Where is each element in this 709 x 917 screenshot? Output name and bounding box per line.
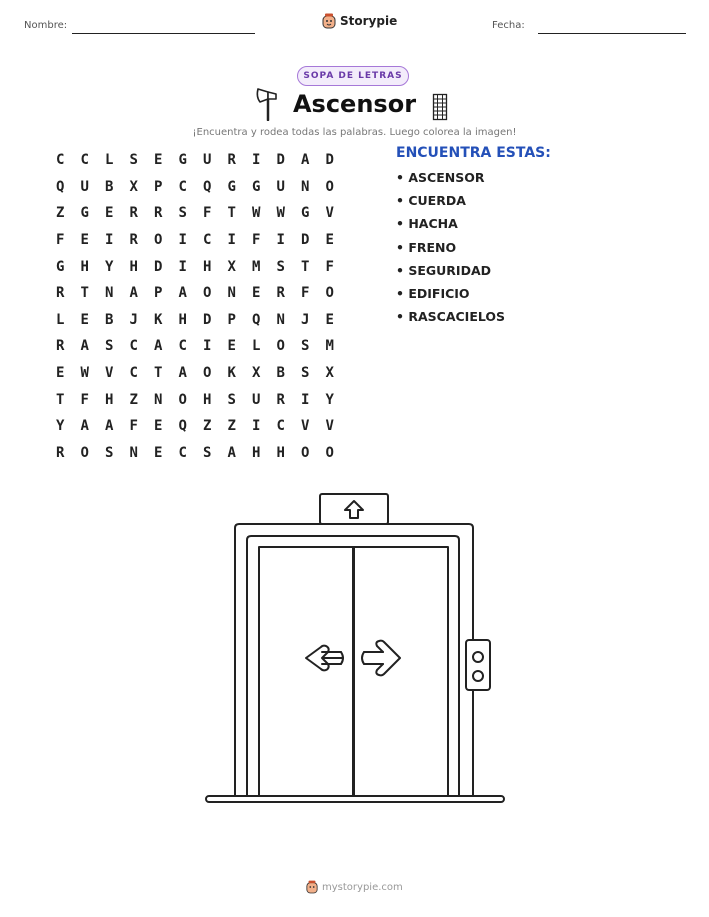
grid-letter[interactable]: X [252,365,261,382]
grid-letter[interactable]: U [80,178,89,195]
grid-letter[interactable]: N [105,285,114,302]
name-label: Nombre: [24,20,68,31]
grid-letter[interactable]: O [325,178,334,195]
grid-letter[interactable]: R [154,205,163,222]
grid-letter[interactable]: Z [56,205,65,222]
grid-letter[interactable]: M [252,258,261,275]
grid-letter[interactable]: V [325,418,334,435]
grid-letter[interactable]: S [301,338,310,355]
word-item: • CUERDA [396,193,551,216]
grid-letter[interactable]: J [301,311,310,328]
grid-letter[interactable]: I [301,391,310,408]
word-item: • ASCENSOR [396,170,551,193]
grid-letter[interactable]: F [80,391,89,408]
grid-letter[interactable]: Q [56,178,65,195]
grid-letter[interactable]: H [178,311,187,328]
grid-letter[interactable]: Q [178,418,187,435]
grid-letter[interactable]: R [56,338,65,355]
grid-letter[interactable]: C [178,178,187,195]
grid-letter[interactable]: B [105,311,114,328]
grid-letter[interactable]: T [301,258,310,275]
grid-letter[interactable]: O [276,338,285,355]
grid-letter[interactable]: D [325,152,334,169]
grid-letter[interactable]: A [129,285,138,302]
grid-letter[interactable]: G [56,258,65,275]
grid-letter[interactable]: E [325,232,334,249]
grid-row [48,333,342,360]
grid-letter[interactable]: E [80,232,89,249]
grid-letter[interactable]: G [252,178,261,195]
grid-letter[interactable]: Q [203,178,212,195]
grid-letter[interactable]: E [56,365,65,382]
grid-letter[interactable]: E [154,444,163,461]
grid-letter[interactable]: I [178,258,187,275]
instructions: ¡Encuentra y rodea todas las palabras. Luego colorea la imagen! [192,127,517,138]
grid-letter[interactable]: E [154,152,163,169]
grid-letter[interactable]: Y [325,391,334,408]
word-item: • RASCACIELOS [396,309,551,332]
grid-letter[interactable]: H [129,258,138,275]
brand-name: Storypie [340,14,398,28]
grid-letter[interactable]: X [325,365,334,382]
grid-letter[interactable]: I [227,232,236,249]
grid-letter[interactable]: Y [56,418,65,435]
grid-letter[interactable]: O [325,444,334,461]
brand [322,13,397,29]
grid-letter[interactable]: L [56,311,65,328]
grid-letter[interactable]: E [325,311,334,328]
grid-letter[interactable]: A [178,365,187,382]
grid-letter[interactable]: H [276,444,285,461]
grid-letter[interactable]: O [154,232,163,249]
grid-letter[interactable]: X [129,178,138,195]
grid-letter[interactable]: O [203,365,212,382]
grid-row [48,147,342,174]
word-item: • HACHA [396,216,551,239]
grid-letter[interactable]: I [252,418,261,435]
grid-letter[interactable]: O [203,285,212,302]
grid-letter[interactable]: F [203,205,212,222]
storypie-logo-icon [322,13,336,29]
grid-letter[interactable]: G [80,205,89,222]
grid-letter[interactable]: G [227,178,236,195]
grid-letter[interactable]: A [227,444,236,461]
grid-letter[interactable]: R [276,285,285,302]
grid-row [48,280,342,307]
grid-row [48,413,342,440]
grid-letter[interactable]: V [325,205,334,222]
grid-letter[interactable]: K [227,365,236,382]
grid-letter[interactable]: O [178,391,187,408]
word-item: • SEGURIDAD [396,263,551,286]
grid-letter[interactable]: V [301,418,310,435]
grid-letter[interactable]: V [105,365,114,382]
grid-letter[interactable]: O [80,444,89,461]
grid-letter[interactable]: N [301,178,310,195]
grid-letter[interactable]: C [129,338,138,355]
grid-letter[interactable]: U [252,391,261,408]
grid-letter[interactable]: Y [105,258,114,275]
grid-letter[interactable]: R [56,444,65,461]
grid-row [48,174,342,201]
footer [306,880,403,894]
grid-letter[interactable]: O [301,444,310,461]
grid-letter[interactable]: S [178,205,187,222]
grid-letter[interactable]: L [105,152,114,169]
grid-row [48,200,342,227]
grid-letter[interactable]: N [276,311,285,328]
grid-row [48,386,342,413]
grid-row [48,227,342,254]
grid-letter[interactable]: Z [203,418,212,435]
grid-letter[interactable]: S [276,258,285,275]
name-input-line[interactable] [72,33,255,34]
grid-letter[interactable]: A [80,338,89,355]
grid-letter[interactable]: S [129,152,138,169]
grid-letter[interactable]: S [301,365,310,382]
word-list [396,145,551,332]
grid-letter[interactable]: T [80,285,89,302]
grid-letter[interactable]: T [154,365,163,382]
grid-letter[interactable]: R [129,232,138,249]
grid-letter[interactable]: P [227,311,236,328]
grid-letter[interactable]: C [178,338,187,355]
grid-letter[interactable]: Q [252,311,261,328]
grid-letter[interactable]: I [178,232,187,249]
grid-letter[interactable]: D [154,258,163,275]
word-item: • EDIFICIO [396,286,551,309]
grid-letter[interactable]: C [276,418,285,435]
grid-row [48,307,342,334]
date-input-line[interactable] [538,33,686,34]
grid-letter[interactable]: C [80,152,89,169]
category-tag: SOPA DE LETRAS [297,66,409,86]
grid-letter[interactable]: N [227,285,236,302]
date-label: Fecha: [492,20,525,31]
grid-letter[interactable]: L [252,338,261,355]
grid-letter[interactable]: C [129,365,138,382]
grid-letter[interactable]: F [301,285,310,302]
grid-letter[interactable]: S [105,444,114,461]
grid-letter[interactable]: N [129,444,138,461]
grid-letter[interactable]: E [252,285,261,302]
grid-letter[interactable]: E [154,418,163,435]
grid-letter[interactable]: P [154,178,163,195]
grid-letter[interactable]: T [56,391,65,408]
grid-letter[interactable]: U [203,152,212,169]
grid-letter[interactable]: C [203,232,212,249]
grid-letter[interactable]: Z [129,391,138,408]
grid-letter[interactable]: F [252,232,261,249]
grid-letter[interactable]: U [276,178,285,195]
grid-letter[interactable]: S [227,391,236,408]
grid-row [48,440,342,467]
grid-letter[interactable]: H [105,391,114,408]
grid-letter[interactable]: T [227,205,236,222]
grid-letter[interactable]: N [154,391,163,408]
storypie-logo-icon [306,880,318,894]
grid-letter[interactable]: S [203,444,212,461]
grid-letter[interactable]: I [203,338,212,355]
grid-letter[interactable]: Z [227,418,236,435]
grid-letter[interactable]: I [105,232,114,249]
grid-letter[interactable]: O [325,285,334,302]
grid-letter[interactable]: I [252,152,261,169]
grid-letter[interactable]: E [80,311,89,328]
grid-letter[interactable]: F [129,418,138,435]
grid-letter[interactable]: C [178,444,187,461]
grid-letter[interactable]: E [227,338,236,355]
grid-letter[interactable]: R [227,152,236,169]
grid-letter[interactable]: P [154,285,163,302]
grid-letter[interactable]: I [276,232,285,249]
grid-letter[interactable]: A [301,152,310,169]
grid-row [48,360,342,387]
grid-letter[interactable]: G [178,152,187,169]
grid-letter[interactable]: B [276,365,285,382]
grid-letter[interactable]: W [276,205,285,222]
grid-letter[interactable]: H [203,258,212,275]
word-search-grid[interactable] [48,147,342,466]
grid-letter[interactable]: A [105,418,114,435]
grid-row [48,253,342,280]
grid-letter[interactable]: W [252,205,261,222]
grid-letter[interactable]: E [105,205,114,222]
word-item: • FRENO [396,240,551,263]
grid-letter[interactable]: A [80,418,89,435]
page-title: Ascensor [292,90,417,118]
grid-letter[interactable]: J [129,311,138,328]
grid-letter[interactable]: D [301,232,310,249]
grid-letter[interactable]: G [301,205,310,222]
grid-letter[interactable]: F [56,232,65,249]
grid-letter[interactable]: H [252,444,261,461]
grid-letter[interactable]: K [154,311,163,328]
grid-letter[interactable]: R [129,205,138,222]
grid-letter[interactable]: D [203,311,212,328]
grid-letter[interactable]: R [276,391,285,408]
grid-letter[interactable]: X [227,258,236,275]
grid-letter[interactable]: F [325,258,334,275]
grid-letter[interactable]: W [80,365,89,382]
grid-letter[interactable]: H [80,258,89,275]
elevator-illustration [200,490,510,810]
grid-letter[interactable]: R [56,285,65,302]
grid-letter[interactable]: C [56,152,65,169]
word-list-heading: ENCUENTRA ESTAS: [396,145,551,161]
grid-letter[interactable]: A [178,285,187,302]
grid-letter[interactable]: B [105,178,114,195]
skyscraper-icon [432,93,448,121]
footer-url: mystorypie.com [322,881,403,893]
grid-letter[interactable]: A [154,338,163,355]
grid-letter[interactable]: H [203,391,212,408]
grid-letter[interactable]: S [105,338,114,355]
grid-letter[interactable]: M [325,338,334,355]
grid-letter[interactable]: D [276,152,285,169]
